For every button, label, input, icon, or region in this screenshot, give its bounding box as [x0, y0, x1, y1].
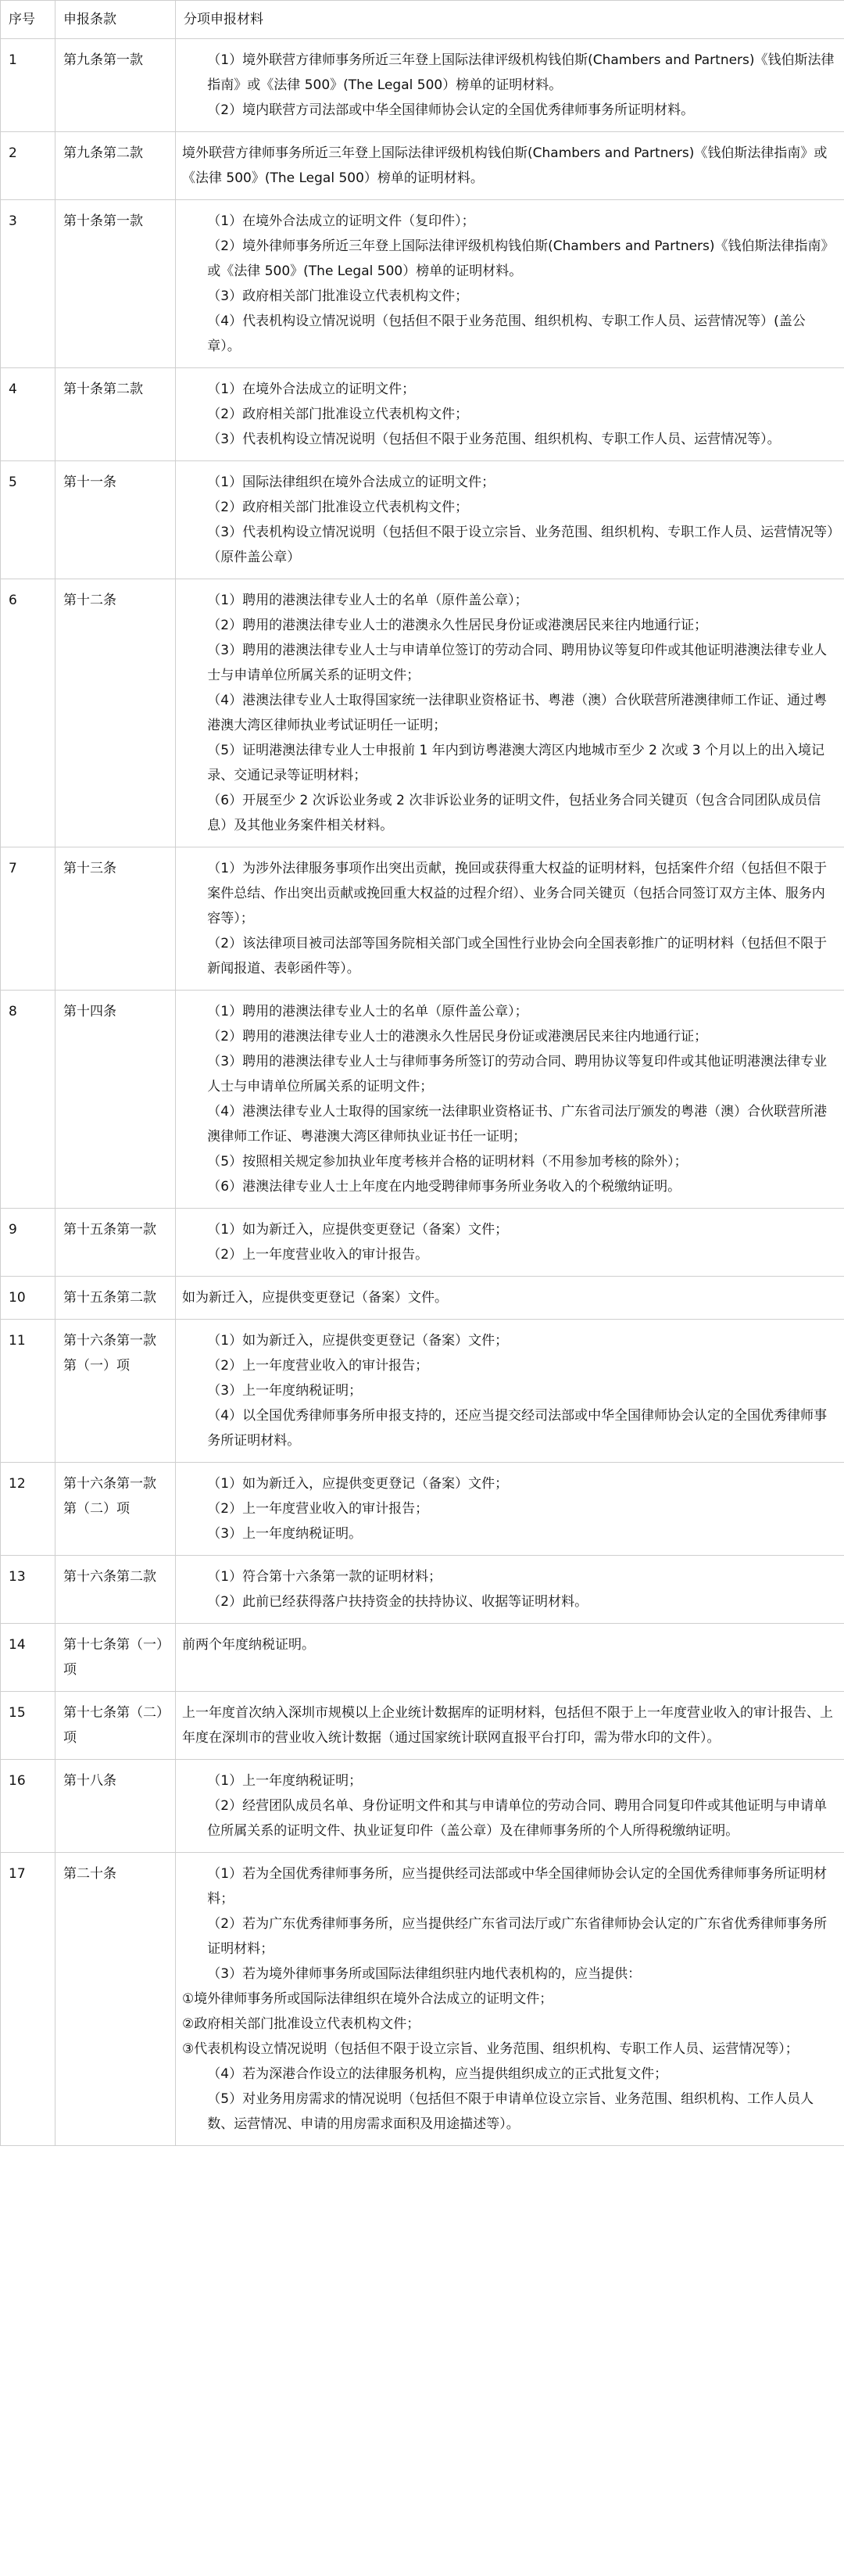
material-item: （1）如为新迁入，应提供变更登记（备案）文件； [207, 1222, 509, 1238]
material-item: （1）在境外合法成立的证明文件（复印件）； [207, 213, 475, 229]
row-materials [176, 368, 844, 461]
material-item: （5）按照相关规定参加执业年度考核并合格的证明材料（不用参加考核的除外）； [207, 1154, 688, 1170]
table-header-row [1, 1, 844, 39]
material-item: （1）若为全国优秀律师事务所，应当提供经司法部或中华全国律师协会认定的全国优秀律师事务所证明材料； [207, 1866, 828, 1907]
material-item: 前两个年度纳税证明。 [182, 1637, 315, 1653]
material-item: （1）如为新迁入，应提供变更登记（备案）文件； [207, 1476, 509, 1492]
material-item: （6）港澳法律专业人士上年度在内地受聘律师事务所业务收入的个税缴纳证明。 [207, 1179, 681, 1195]
row-article: 第十三条 [55, 847, 176, 991]
row-materials [176, 579, 844, 847]
material-item: 如为新迁入，应提供变更登记（备案）文件。 [182, 1290, 448, 1306]
row-materials [176, 132, 844, 200]
table-row [1, 132, 844, 200]
table-row [1, 1556, 844, 1624]
row-article: 第十条第二款 [55, 368, 176, 461]
row-article: 第十一条 [55, 461, 176, 579]
material-item: （2）若为广东优秀律师事务所，应当提供经广东省司法厅或广东省律师协会认定的广东省优秀律师事务所证明材料； [207, 1916, 828, 1957]
table-row [1, 991, 844, 1209]
table-row [1, 579, 844, 847]
row-number: 9 [1, 1209, 55, 1277]
row-materials [176, 1624, 844, 1692]
table-row [1, 1320, 844, 1463]
row-article: 第九条第一款 [55, 39, 176, 132]
row-number: 12 [1, 1463, 55, 1556]
material-item: （2）境外律师事务所近三年登上国际法律评级机构钱伯斯(Chambers and Partners)《钱伯斯法律指南》或《法律 500》(The Legal 500）榜单的证明材料。 [207, 238, 835, 279]
row-article: 第十六条第一款第（二）项 [55, 1463, 176, 1556]
material-item: （3）代表机构设立情况说明（包括但不限于业务范围、组织机构、专职工作人员、运营情况等）。 [207, 432, 781, 447]
row-materials [176, 991, 844, 1209]
header-number: 序号 [1, 1, 55, 39]
material-item: （2）聘用的港澳法律专业人士的港澳永久性居民身份证或港澳居民来往内地通行证； [207, 618, 708, 633]
table-row [1, 847, 844, 991]
material-item: （5）证明港澳法律专业人士申报前 1 年内到访粤港澳大湾区内地城市至少 2 次或 3 个月以上的出入境记录、交通记录等证明材料； [207, 743, 824, 783]
row-article: 第十六条第二款 [55, 1556, 176, 1624]
row-materials [176, 461, 844, 579]
material-item: 境外联营方律师事务所近三年登上国际法律评级机构钱伯斯(Chambers and Partners)《钱伯斯法律指南》或《法律 500》(The Legal 500）榜单的证明材料。 [182, 145, 828, 186]
row-number: 11 [1, 1320, 55, 1463]
row-materials [176, 39, 844, 132]
material-item: （1）符合第十六条第一款的证明材料； [207, 1569, 442, 1585]
material-item: （4）以全国优秀律师事务所申报支持的，还应当提交经司法部或中华全国律师协会认定的全国优秀律师事务所证明材料。 [207, 1408, 828, 1449]
row-materials [176, 1277, 844, 1320]
row-materials [176, 200, 844, 368]
table-row [1, 1692, 844, 1760]
row-number: 5 [1, 461, 55, 579]
material-item: （1）境外联营方律师事务所近三年登上国际法律评级机构钱伯斯(Chambers and Partners)《钱伯斯法律指南》或《法律 500》(The Legal 500）榜单的证明材料。 [207, 52, 835, 93]
table-row [1, 1463, 844, 1556]
material-item: （3）上一年度纳税证明。 [207, 1526, 363, 1542]
row-article: 第十二条 [55, 579, 176, 847]
row-article: 第二十条 [55, 1853, 176, 2146]
table-row [1, 368, 844, 461]
row-article: 第十五条第二款 [55, 1277, 176, 1320]
material-item: （2）聘用的港澳法律专业人士的港澳永久性居民身份证或港澳居民来往内地通行证； [207, 1029, 708, 1044]
table-row [1, 1853, 844, 2146]
material-item: （1）在境外合法成立的证明文件； [207, 382, 416, 397]
material-item: （2）经营团队成员名单、身份证明文件和其与申请单位的劳动合同、聘用合同复印件或其他证明与申请单位所属关系的证明文件、执业证复印件（盖公章）及在律师事务所的个人所得税缴纳证明。 [207, 1798, 828, 1839]
row-article: 第十七条第（一）项 [55, 1624, 176, 1692]
material-item: （2）境内联营方司法部或中华全国律师协会认定的全国优秀律师事务所证明材料。 [207, 102, 695, 118]
row-article: 第十条第一款 [55, 200, 176, 368]
row-article: 第十八条 [55, 1760, 176, 1853]
material-item: （2）上一年度营业收入的审计报告。 [207, 1247, 429, 1263]
material-item: 上一年度首次纳入深圳市规模以上企业统计数据库的证明材料，包括但不限于上一年度营业收入的审计报告、上年度在深圳市的营业收入统计数据（通过国家统计联网直报平台打印，需为带水印的文件）。 [182, 1705, 833, 1746]
material-item: ②政府相关部门批准设立代表机构文件； [182, 2016, 420, 2032]
table-row [1, 200, 844, 368]
row-number: 10 [1, 1277, 55, 1320]
material-item: （3）上一年度纳税证明； [207, 1383, 363, 1399]
table-row [1, 1760, 844, 1853]
material-item: （2）此前已经获得落户扶持资金的扶持协议、收据等证明材料。 [207, 1594, 588, 1610]
row-number: 3 [1, 200, 55, 368]
material-item: （3）政府相关部门批准设立代表机构文件； [207, 288, 469, 304]
material-item: （1）为涉外法律服务事项作出突出贡献，挽回或获得重大权益的证明材料，包括案件介绍（包括但不限于案件总结、作出突出贡献或挽回重大权益的过程介绍）、业务合同关键页（包括合同签订双方主体、服务内容等）； [207, 861, 828, 926]
row-materials [176, 1853, 844, 2146]
material-item: （3）聘用的港澳法律专业人士与律师事务所签订的劳动合同、聘用协议等复印件或其他证明港澳法律专业人士与申请单位所属关系的证明文件； [207, 1054, 828, 1095]
row-article: 第十五条第一款 [55, 1209, 176, 1277]
row-number: 4 [1, 368, 55, 461]
table-row [1, 1277, 844, 1320]
table-row [1, 1624, 844, 1692]
material-item: （3）若为境外律师事务所或国际法律组织驻内地代表机构的，应当提供： [207, 1966, 642, 1982]
row-materials [176, 1463, 844, 1556]
material-item: （2）该法律项目被司法部等国务院相关部门或全国性行业协会向全国表彰推广的证明材料（包括但不限于新闻报道、表彰函件等）。 [207, 936, 828, 976]
material-item: （4）若为深港合作设立的法律服务机构，应当提供组织成立的正式批复文件； [207, 2066, 668, 2082]
table-row [1, 461, 844, 579]
material-item: （1）聘用的港澳法律专业人士的名单（原件盖公章）； [207, 1004, 528, 1019]
material-item: （6）开展至少 2 次诉讼业务或 2 次非诉讼业务的证明文件，包括业务合同关键页（包含合同团队成员信息）及其他业务案件相关材料。 [207, 793, 821, 833]
row-article: 第十六条第一款第（一）项 [55, 1320, 176, 1463]
material-item: （2）上一年度营业收入的审计报告； [207, 1501, 429, 1517]
row-article: 第十四条 [55, 991, 176, 1209]
row-number: 16 [1, 1760, 55, 1853]
row-article: 第十七条第（二）项 [55, 1692, 176, 1760]
row-number: 13 [1, 1556, 55, 1624]
material-item: （2）政府相关部门批准设立代表机构文件； [207, 500, 469, 515]
row-number: 14 [1, 1624, 55, 1692]
table-row [1, 1209, 844, 1277]
material-item: （4）代表机构设立情况说明（包括但不限于业务范围、组织机构、专职工作人员、运营情况等）(盖公章）。 [207, 313, 806, 354]
header-article: 申报条款 [55, 1, 176, 39]
row-materials [176, 847, 844, 991]
material-item: （3）代表机构设立情况说明（包括但不限于设立宗旨、业务范围、组织机构、专职工作人员、运营情况等）（原件盖公章） [207, 525, 834, 565]
material-item: （1）聘用的港澳法律专业人士的名单（原件盖公章）； [207, 593, 528, 608]
row-number: 6 [1, 579, 55, 847]
material-item: （2）政府相关部门批准设立代表机构文件； [207, 407, 469, 422]
row-number: 15 [1, 1692, 55, 1760]
row-number: 2 [1, 132, 55, 200]
material-item: （4）港澳法律专业人士取得的国家统一法律职业资格证书、广东省司法厅颁发的粤港（澳）合伙联营所港澳律师工作证、粤港澳大湾区律师执业证书任一证明； [207, 1104, 828, 1145]
row-number: 8 [1, 991, 55, 1209]
material-item: （4）港澳法律专业人士取得国家统一法律职业资格证书、粤港（澳）合伙联营所港澳律师工作证、通过粤港澳大湾区律师执业考试证明任一证明； [207, 693, 828, 733]
material-item: （1）国际法律组织在境外合法成立的证明文件； [207, 475, 495, 490]
row-materials [176, 1320, 844, 1463]
row-materials [176, 1556, 844, 1624]
header-materials: 分项申报材料 [176, 1, 844, 39]
material-item: （3）聘用的港澳法律专业人士与申请单位签订的劳动合同、聘用协议等复印件或其他证明港澳法律专业人士与申请单位所属关系的证明文件； [207, 643, 828, 683]
table-row [1, 39, 844, 132]
row-article: 第九条第二款 [55, 132, 176, 200]
row-number: 7 [1, 847, 55, 991]
row-materials [176, 1692, 844, 1760]
row-number: 1 [1, 39, 55, 132]
material-item: ①境外律师事务所或国际法律组织在境外合法成立的证明文件； [182, 1991, 553, 2007]
row-materials [176, 1209, 844, 1277]
row-number: 17 [1, 1853, 55, 2146]
material-item: ③代表机构设立情况说明（包括但不限于设立宗旨、业务范围、组织机构、专职工作人员、运营情况等）； [182, 2041, 799, 2057]
material-item: （1）上一年度纳税证明； [207, 1773, 363, 1789]
material-item: （2）上一年度营业收入的审计报告； [207, 1358, 429, 1374]
row-materials [176, 1760, 844, 1853]
material-item: （1）如为新迁入，应提供变更登记（备案）文件； [207, 1333, 509, 1349]
material-item: （5）对业务用房需求的情况说明（包括但不限于申请单位设立宗旨、业务范围、组织机构、工作人员人数、运营情况、申请的用房需求面积及用途描述等）。 [207, 2091, 814, 2132]
table-body [1, 39, 844, 2146]
